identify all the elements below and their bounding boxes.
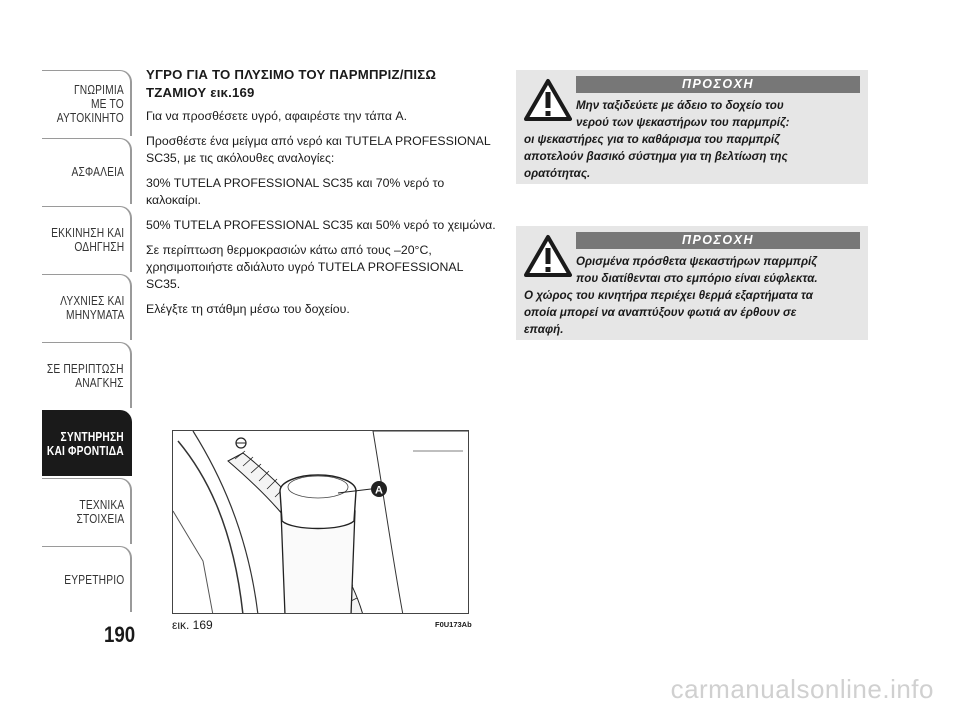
sidebar-item-label	[60, 294, 124, 322]
sidebar-label-line: ΟΔΗΓΗΣΗ	[74, 239, 124, 254]
sidebar-item-label	[71, 165, 124, 179]
sidebar-label-line: ΣΤΟΙΧΕΙΑ	[76, 511, 124, 526]
sidebar-item-label	[57, 83, 124, 125]
warning-line: που διατίθενται στο εμπόριο είναι εύφλεκτα.	[576, 272, 818, 285]
washer-reservoir-illustration	[172, 430, 469, 614]
sidebar-label-line: ΜΗΝΥΜΑΤΑ	[65, 307, 124, 322]
sidebar-label-line: ΤΕΧΝΙΚΑ	[78, 497, 124, 512]
warning-line: οι ψεκαστήρες για το καθάρισμα του παρμπρίζ	[524, 133, 780, 146]
warning-line: οποία μπορεί να αναπτύξουν φωτιά αν έρθουν σε	[524, 306, 797, 319]
sidebar-label-line: ΣΥΝΤΗΡΗΣΗ	[60, 429, 124, 444]
warning-line: ορατότητας.	[524, 167, 591, 180]
warning-line: νερού των ψεκαστήρων του παρμπρίζ:	[576, 116, 790, 129]
warning-line: Μην ταξιδεύετε με άδειο το δοχείο του	[576, 99, 784, 112]
paragraph: Προσθέστε ένα μείγμα από νερό και TUTELA PROFESSIONAL SC35, με τις ακόλουθες αναλογίες:	[146, 134, 491, 165]
warning-triangle-icon	[524, 78, 572, 122]
figure-caption: εικ. 169	[172, 618, 213, 632]
sidebar-item-label	[76, 498, 124, 526]
section-sidebar	[42, 70, 132, 614]
warning-line: επαφή.	[524, 323, 564, 336]
sidebar-item-starting-driving[interactable]	[42, 206, 132, 272]
watermark: carmanualsonline.info	[670, 674, 934, 704]
sidebar-item-index[interactable]	[42, 546, 132, 612]
sidebar-label-line: ΣΕ ΠΕΡΙΠΤΩΣΗ	[47, 361, 124, 376]
paragraph: Σε περίπτωση θερμοκρασιών κάτω από τους –20°C, χρησιμοποιήστε αδιάλυτο υγρό TUTELA PROFESSIONAL SC35.	[146, 243, 463, 291]
sidebar-label-line: ΑΥΤΟΚΙΝΗΤΟ	[56, 110, 124, 125]
sidebar-item-technical-data[interactable]	[42, 478, 132, 544]
sidebar-item-getting-to-know[interactable]	[42, 70, 132, 136]
warning-header: ΠΡΟΣΟΧΗ	[576, 232, 860, 249]
warning-line: αποτελούν βασικό σύστημα για τη βελτίωση της	[524, 150, 788, 163]
warning-line: Ο χώρος του κινητήρα περιέχει θερμά εξαρτήματα τα	[524, 289, 813, 302]
sidebar-item-maintenance[interactable]	[42, 410, 132, 476]
paragraph: Ελέγξτε τη στάθμη μέσω του δοχείου.	[146, 302, 350, 316]
warning-box	[516, 226, 868, 340]
sidebar-label-line: ΛΥΧΝΙΕΣ ΚΑΙ	[59, 293, 124, 308]
page-number: 190	[104, 622, 136, 647]
paragraph: 50% TUTELA PROFESSIONAL SC35 και 50% νερό το χειμώνα.	[146, 218, 496, 232]
sidebar-label-line: ΕΥΡΕΤΗΡΙΟ	[63, 572, 124, 587]
section-heading: ΥΓΡΟ ΓΙΑ ΤΟ ΠΛΥΣΙΜΟ ΤΟΥ ΠΑΡΜΠΡΙΖ/ΠΙΣΩ ΤΖΑΜΙΟΥ εικ.169	[146, 67, 437, 100]
paragraph: Για να προσθέσετε υγρό, αφαιρέστε την τάπα A.	[146, 109, 408, 123]
main-content	[146, 66, 496, 326]
sidebar-item-label	[47, 430, 124, 458]
sidebar-item-warning-lights[interactable]	[42, 274, 132, 340]
sidebar-label-line: ΑΝΑΓΚΗΣ	[75, 375, 124, 390]
warning-header: ΠΡΟΣΟΧΗ	[576, 76, 860, 93]
reservoir-drawing	[173, 431, 469, 614]
warning-box	[516, 70, 868, 184]
sidebar-item-safety[interactable]	[42, 138, 132, 204]
paragraph: 30% TUTELA PROFESSIONAL SC35 και 70% νερό το καλοκαίρι.	[146, 176, 445, 207]
sidebar-item-label	[64, 573, 124, 587]
sidebar-label-line: ΓΝΩΡΙΜΙΑ	[74, 82, 124, 97]
sidebar-label-line: ΑΣΦΑΛΕΙΑ	[71, 164, 124, 179]
sidebar-label-line: ΕΚΚΙΝΗΣΗ ΚΑΙ	[50, 225, 124, 240]
figure-code: F0U173Ab	[435, 620, 472, 629]
sidebar-item-label	[51, 226, 124, 254]
callout-label: A	[375, 484, 383, 497]
warning-triangle-icon	[524, 234, 572, 278]
sidebar-label-line: ΜΕ ΤΟ	[91, 96, 124, 111]
sidebar-item-label	[47, 362, 124, 390]
sidebar-label-line: ΚΑΙ ΦΡΟΝΤΙΔΑ	[47, 443, 124, 458]
warning-line: Ορισμένα πρόσθετα ψεκαστήρων παρμπρίζ	[576, 255, 817, 268]
sidebar-item-emergency[interactable]	[42, 342, 132, 408]
